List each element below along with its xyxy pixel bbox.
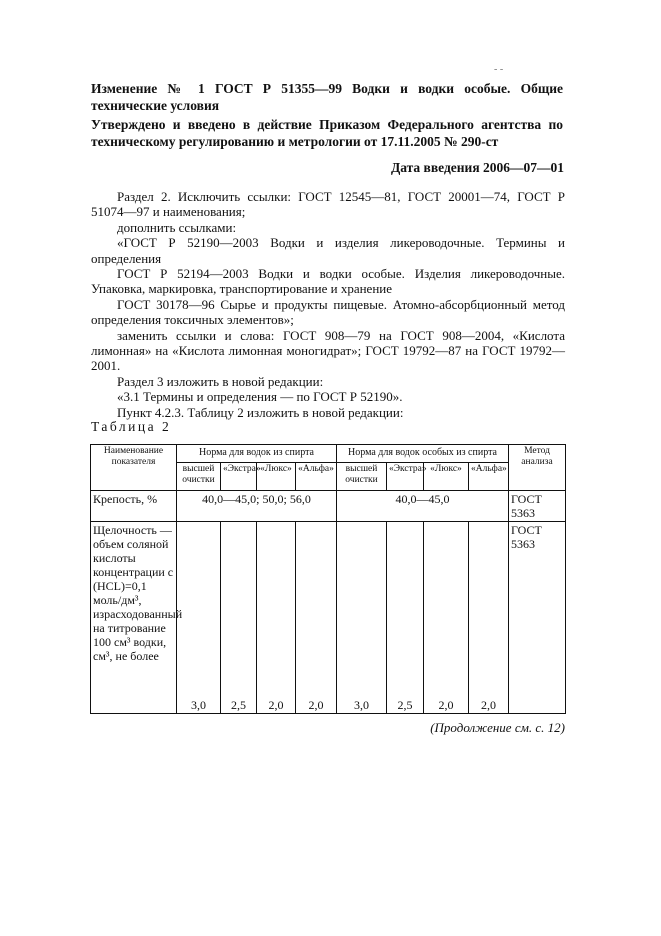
row-strength-name: Крепость, % xyxy=(91,491,177,522)
header-group-spirit: Норма для водок из спирта xyxy=(177,445,337,463)
approval-statement: Утверждено и введено в действие Приказом Федерального агентства по техническому регулированию и метрологии от 17.11.2005 № 290-ст xyxy=(91,117,563,149)
alkalinity-value: 3,0 xyxy=(337,522,387,714)
paragraph-ref-30178: ГОСТ 30178—96 Сырье и продукты пищевые. Атомно-абсорбционный метод определения токсичных элементов»; xyxy=(91,296,565,328)
alkalinity-value: 3,0 xyxy=(177,522,221,714)
paragraph-ref-52190: «ГОСТ Р 52190—2003 Водки и изделия ликероводочные. Термины и определения xyxy=(91,235,565,266)
alkalinity-value: 2,5 xyxy=(387,522,424,714)
header-method: Метод анализа xyxy=(509,445,566,491)
alkalinity-value: 2,0 xyxy=(257,522,296,714)
subheader-lux: «Люкс» xyxy=(424,463,469,491)
paragraph-section3: Раздел 3 изложить в новой редакции: xyxy=(117,373,324,389)
table-caption: Таблица 2 xyxy=(91,419,172,434)
subheader-extra: «Экстра» xyxy=(387,463,424,491)
continuation-note: (Продолжение см. с. 12) xyxy=(430,720,565,735)
paragraph-terms: «3.1 Термины и определения — по ГОСТ Р 52190». xyxy=(117,389,403,405)
paragraph-replace-refs: заменить ссылки и слова: ГОСТ 908—79 на ГОСТ 908—2004, «Кислота лимонная» на «Кислота лимонная моногидрат»; ГОСТ 19792—87 на ГОСТ 19792—2001. xyxy=(91,327,565,374)
alkalinity-value: 2,0 xyxy=(424,522,469,714)
row-alkalinity-name: Щелочность —объем соляной кислоты концентрации с (HCL)=0,1 моль/дм³, израсходованный на титрование 100 см³ водки, см³, не более xyxy=(91,522,177,714)
table-row xyxy=(91,522,566,714)
document-title: Изменение № 1 ГОСТ Р 51355—99 Водки и водки особые. Общие технические условия xyxy=(91,81,563,113)
subheader-alpha: «Альфа» xyxy=(296,463,337,491)
alkalinity-value: 2,0 xyxy=(296,522,337,714)
amendment-text xyxy=(91,189,565,420)
subheader-top-purity: высшей очистки xyxy=(177,463,221,491)
subheader-extra: «Экстра» xyxy=(221,463,257,491)
row-strength-values-special: 40,0—45,0 xyxy=(337,491,509,522)
paragraph-ref-52194: ГОСТ Р 52194—2003 Водки и водки особые. Изделия ликероводочные. Упаковка, маркировка, транспортирование и хранение xyxy=(91,266,565,297)
subheader-top-purity: высшей очистки xyxy=(337,463,387,491)
norms-table xyxy=(90,444,566,714)
header-group-special: Норма для водок особых из спирта xyxy=(337,445,509,463)
paragraph-section2: Раздел 2. Исключить ссылки: ГОСТ 12545—81, ГОСТ 20001—74, ГОСТ Р 51074—97 и наименования; xyxy=(91,189,565,220)
subheader-alpha: «Альфа» xyxy=(469,463,509,491)
paragraph-add-refs: дополнить ссылками: xyxy=(117,219,237,235)
row-strength-values-spirit: 40,0—45,0; 50,0; 56,0 xyxy=(177,491,337,522)
alkalinity-value: 2,0 xyxy=(469,522,509,714)
row-strength-method: ГОСТ 5363 xyxy=(509,491,566,522)
table-row xyxy=(91,491,566,522)
corner-mark: - - xyxy=(494,64,504,75)
paragraph-table-intro: Пункт 4.2.3. Таблицу 2 изложить в новой редакции: xyxy=(117,404,404,420)
alkalinity-value: 2,5 xyxy=(221,522,257,714)
subheader-lux: «Люкс» xyxy=(257,463,296,491)
introduction-date: Дата введения 2006—07—01 xyxy=(390,160,564,175)
row-alkalinity-method: ГОСТ 5363 xyxy=(509,522,566,714)
header-indicator-name: Наименование показателя xyxy=(91,445,177,491)
